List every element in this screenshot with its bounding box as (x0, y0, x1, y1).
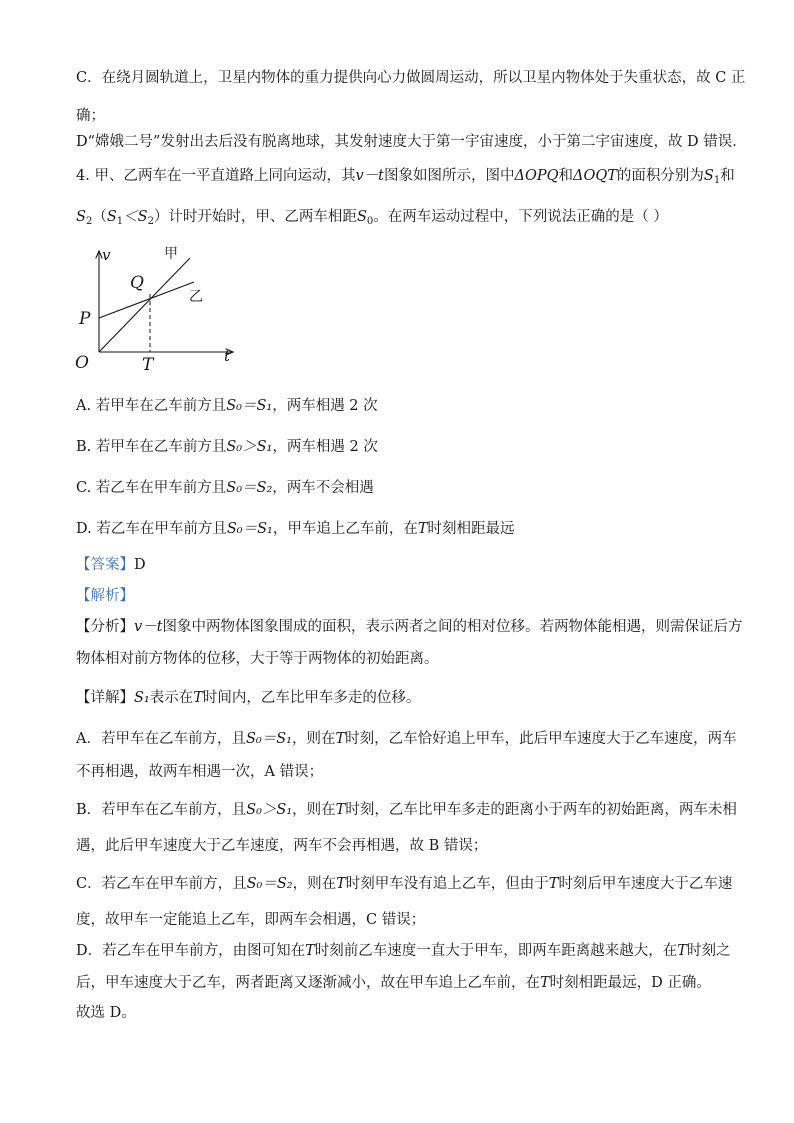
math: T (193, 690, 203, 706)
text: ，甲车追上乙车前，在 (272, 521, 418, 537)
text: A. 若甲车在乙车前方且 (76, 398, 227, 414)
fenxi-line-1 (76, 617, 743, 637)
analysis-tag-line (76, 586, 134, 606)
text: ，则在 (292, 876, 337, 892)
text: 时刻之 (686, 943, 731, 959)
text: 时刻甲车没有追上乙车，但由于 (345, 876, 549, 892)
math: S₀＝S₁ (245, 731, 292, 747)
text: 时间内，乙车比甲车多走的位移。 (202, 690, 421, 706)
math: S (356, 209, 367, 225)
math: T (540, 975, 550, 991)
math-sub: 1 (713, 175, 721, 186)
math: T (677, 943, 687, 959)
text: ，则在 (292, 802, 336, 818)
text: C. 若乙车在甲车前方且 (76, 480, 227, 496)
text: B. 若甲车在乙车前方且 (76, 439, 227, 455)
detail-a-line-2: 不再相遇，故两车相遇一次，A 错误； (76, 764, 324, 780)
math-sub: 0 (366, 216, 374, 227)
line-yi (99, 282, 194, 318)
math: ＜S (123, 209, 148, 225)
label-Q: Q (130, 273, 144, 293)
text: 和 (720, 168, 735, 184)
math: ΔOPQ (514, 168, 559, 184)
text: ，两车相遇 2 次 (272, 439, 378, 455)
label-P: P (79, 309, 91, 329)
option-a (76, 396, 378, 416)
text: 图象中两物体图象围成的面积，表示两者之间的相对位移。若两物体能相遇，则需保证后方 (162, 619, 743, 635)
detail-b-line-2: 遇，此后甲车速度大于乙车速度，两车不会再相遇，故 B 错误； (76, 838, 488, 854)
text: 的面积分别为 (616, 168, 704, 184)
detail-d-line-1 (76, 941, 730, 961)
math: S (106, 209, 117, 225)
label-v: v (102, 246, 111, 264)
math: S₀＝S₁ (226, 521, 273, 537)
label-O: O (75, 353, 89, 373)
math: S₀＝S₂ (226, 480, 273, 496)
math: v－t (355, 168, 384, 184)
detail-b-line-1 (76, 800, 737, 820)
answer-line (76, 555, 146, 575)
detail-c-line-2: 度，故甲车一定能追上乙车，即两车会相遇，C 错误； (76, 912, 426, 928)
final-line: 故选 D。 (76, 1005, 136, 1021)
math: S₀＞S₁ (226, 439, 273, 455)
math: S (703, 168, 714, 184)
xiangjie-tag: 【详解】 (76, 690, 134, 706)
text-line: D“嫦娥二号”发射出去后没有脱离地球，其发射速度大于第一宇宙速度，小于第二宇宙速度，故 D 错误． (76, 134, 747, 150)
text: 时刻后甲车速度大于乙车速 (558, 876, 733, 892)
math: S₀＝S₁ (226, 398, 273, 414)
question-4-line-2 (76, 207, 668, 232)
text: B．若甲车在乙车前方，且 (76, 802, 247, 818)
text: 图象如图所示，图中 (383, 168, 515, 184)
detail-d-line-2 (76, 973, 711, 993)
option-c (76, 478, 374, 498)
text: 表示在 (149, 690, 194, 706)
answer-tag: 【答案】 (76, 557, 134, 573)
text: （ (92, 209, 107, 225)
text: 。在两车运动过程中，下列说法正确的是（ ） (373, 209, 668, 225)
math: T (417, 521, 428, 537)
text: ，两车不会相遇 (272, 480, 374, 496)
label-yi: 乙 (189, 289, 203, 305)
math: v－t (134, 619, 163, 635)
math: S₀＞S₁ (246, 802, 293, 818)
text: ，则在 (291, 731, 336, 747)
text: 时刻相距最远，D 正确。 (549, 975, 711, 991)
text: D. 若乙车在甲车前方且 (76, 521, 227, 537)
math: T (335, 802, 346, 818)
text: 后，甲车速度大于乙车，两者距离又逐渐减小，故在甲车追上乙车前，在 (76, 975, 540, 991)
math: T (305, 943, 315, 959)
math: T (336, 876, 346, 892)
text: D．若乙车在甲车前方，由图可知在 (76, 943, 306, 959)
text: 时刻，乙车恰好追上甲车，此后甲车速度大于乙车速度，两车 (345, 731, 737, 747)
question-4-line-1 (76, 166, 735, 191)
math-sub: 2 (147, 216, 154, 227)
label-T: T (142, 355, 154, 374)
fenxi-line-2: 物体相对前方物体的位移，大于等于两物体的初始距离。 (76, 651, 439, 667)
option-b (76, 437, 378, 457)
answer-value: D (134, 557, 146, 573)
fenxi-tag: 【分析】 (76, 619, 134, 635)
math: S₁ (134, 690, 150, 706)
line-jia (99, 258, 190, 352)
text: 时刻相距最远 (427, 521, 515, 537)
math: T (548, 876, 559, 892)
text-line: C．在绕月圆轨道上，卫星内物体的重力提供向心力做圆周运动，所以卫星内物体处于失重状态，故 C 正 (76, 70, 746, 86)
xiangjie-line (76, 688, 420, 708)
math-sub: 1 (116, 216, 124, 227)
text: A．若甲车在乙车前方，且 (76, 731, 246, 747)
text: 时刻前乙车速度一直大于甲车，即两车距离越来越大，在 (314, 943, 678, 959)
detail-a-line-1 (76, 729, 737, 749)
math: S₀＝S₂ (246, 876, 293, 892)
text: ）计时开始时，甲、乙两车相距 (153, 209, 357, 225)
math: S (76, 209, 86, 225)
text-line: 确； (76, 108, 105, 124)
text: ，两车相遇 2 次 (272, 398, 378, 414)
text: 4. 甲、乙两车在一平直道路上同向运动，其 (76, 168, 356, 184)
math-sub: 2 (85, 216, 93, 227)
label-jia: 甲 (164, 246, 178, 262)
text: 和 (558, 168, 573, 184)
text: C．若乙车在甲车前方，且 (76, 876, 247, 892)
vt-graph (72, 244, 242, 374)
text: 时刻，乙车比甲车多走的距离小于两车的初始距离，两车未相 (345, 802, 737, 818)
option-d (76, 519, 515, 539)
detail-c-line-1 (76, 874, 732, 894)
math: ΔOQT (573, 168, 617, 184)
label-t: t (224, 347, 231, 365)
math: T (335, 731, 346, 747)
analysis-tag: 【解析】 (76, 588, 134, 604)
